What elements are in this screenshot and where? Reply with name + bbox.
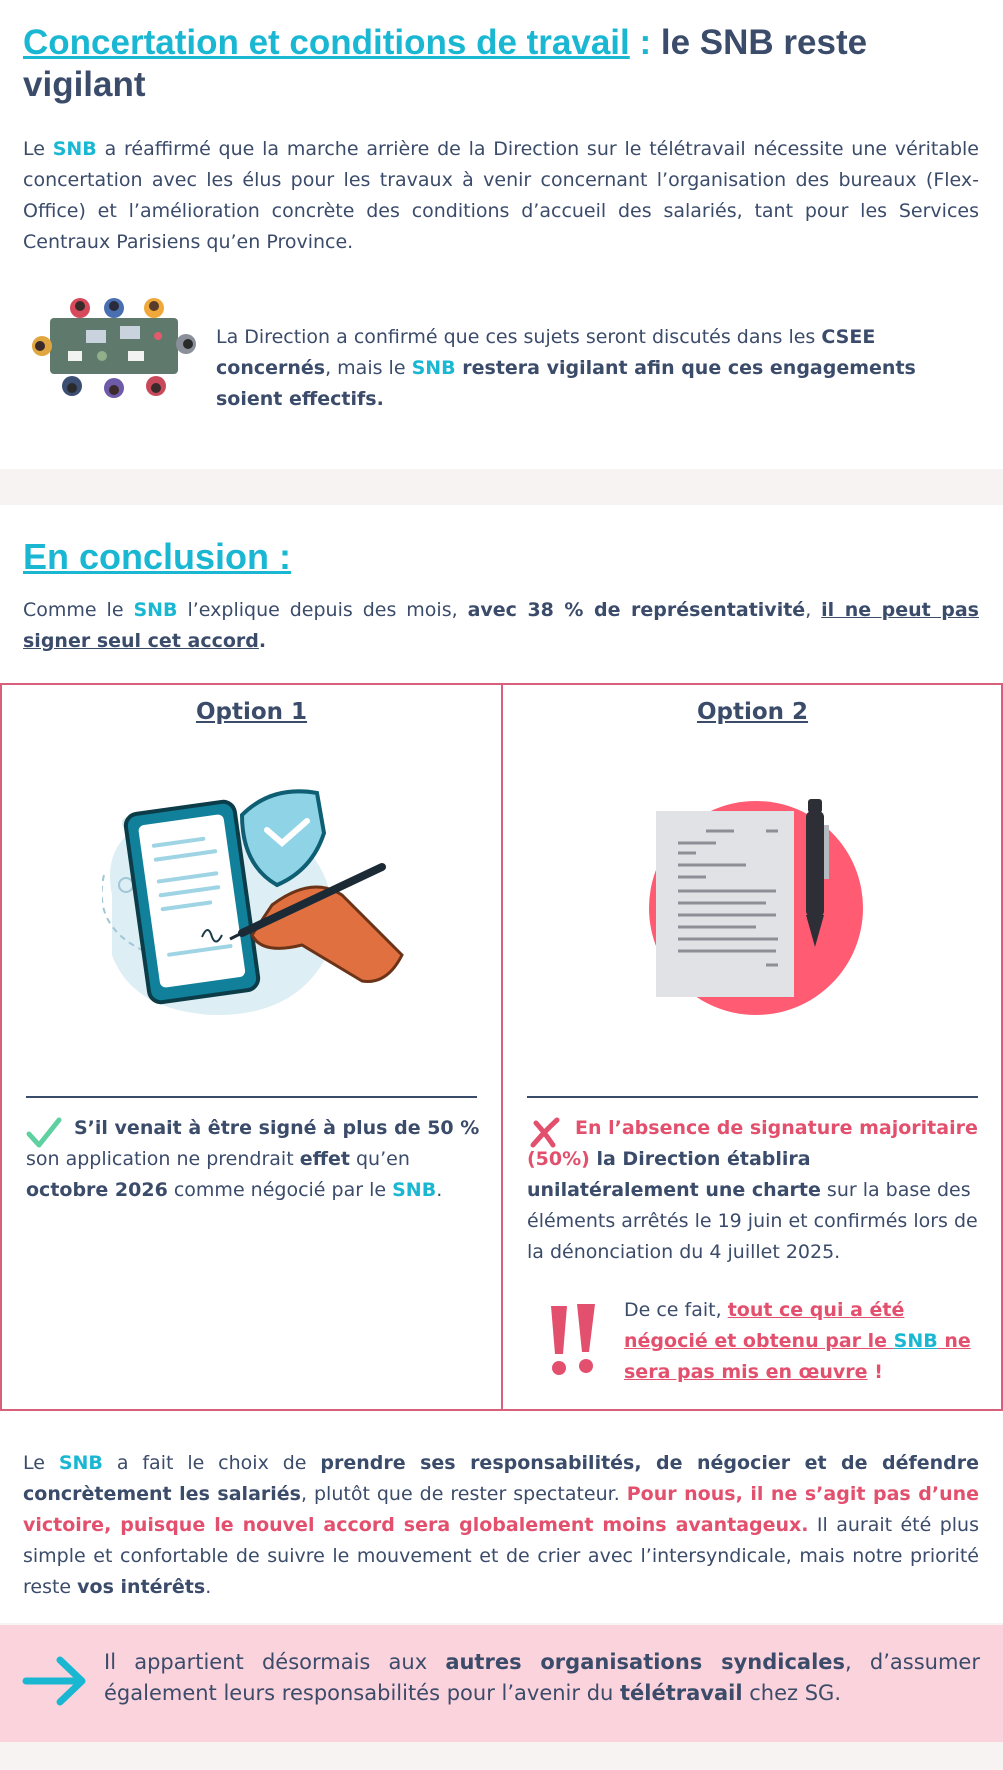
signature-phone-illustration (102, 785, 407, 1017)
text: , mais le (325, 357, 412, 379)
text: a réaffirmé que la marche arrière de la Direction sur le télétravail nécessite une véritable concertation avec les élus pour les travaux à venir concernant l’organisation des bureaux (Flex-Office) et l’amélioration concrète des conditions d’accueil des salariés, tant pour les Services Centraux Parisiens qu’en Province. (23, 138, 979, 253)
document-pen-illustration (646, 795, 866, 1017)
section-title-conclusion[interactable]: En conclusion : (23, 536, 292, 577)
text: Le (23, 138, 53, 160)
option-1-rule (26, 1096, 477, 1098)
option-2-text (527, 1113, 981, 1268)
bold-text: vos intérêts (77, 1576, 206, 1598)
callout-text (104, 1647, 980, 1709)
text: Le (23, 1452, 59, 1474)
text: chez SG. (742, 1681, 841, 1705)
text: Il appartient désormais aux (104, 1650, 446, 1674)
text: . (258, 630, 267, 652)
bold-text: autres organisations syndicales (445, 1650, 846, 1674)
title-separator: : (629, 23, 661, 62)
bold-text: octobre 2026 (26, 1179, 168, 1201)
option-2-warning (624, 1295, 979, 1388)
option-1-title: Option 1 (195, 699, 308, 725)
text: . (205, 1576, 212, 1598)
bold-text: effet (299, 1148, 350, 1170)
text: De ce fait, (624, 1299, 728, 1321)
title-link[interactable]: Concertation et conditions de travail (23, 23, 630, 62)
pink-underlined-text: ne sera pas mis en œuvre (624, 1330, 971, 1383)
section-conclusion (0, 505, 1003, 1623)
text: Il aurait été plus simple et confortable de suivre le mouvement et de crier avec l’intersyndicale, mais notre priorité reste (23, 1514, 979, 1598)
pink-bold-text: En l’absence de signature majoritaire (50%) (527, 1117, 978, 1170)
exclamation-icon (547, 1302, 599, 1378)
text: , plutôt que de rester spectateur. (300, 1483, 627, 1505)
option-2-column (503, 685, 1002, 1409)
bold-text: télétravail (620, 1681, 743, 1705)
bold-text: prendre ses responsabilités, de négocier et de défendre concrètement les salariés (23, 1452, 980, 1505)
text: Comme le (23, 599, 134, 621)
snb-label: SNB (392, 1179, 437, 1201)
text: . (436, 1179, 443, 1201)
snb-label: SNB (133, 599, 178, 621)
text: qu’en (349, 1148, 410, 1170)
text: , d’assumer également leurs responsabilités pour l’avenir du (104, 1650, 980, 1705)
bold-text: CSEE concernés (216, 326, 876, 379)
snb-label: SNB (411, 357, 456, 379)
text: sur la base des éléments arrêtés le 19 juin et confirmés lors de la dénonciation du 4 juillet 2025. (527, 1179, 978, 1263)
options-table (0, 683, 1003, 1411)
snb-label: SNB (893, 1330, 938, 1352)
bold-text: la Direction établira unilatéralement une charte (527, 1148, 821, 1201)
snb-label: SNB (58, 1452, 103, 1474)
text: La Direction a confirmé que ces sujets seront discutés dans les (216, 326, 822, 348)
arrow-right-icon (22, 1655, 88, 1707)
bold-text: S’il venait à être signé à plus de 50 % (74, 1117, 480, 1139)
title-rest: le SNB reste vigilant (23, 23, 868, 104)
text: , (805, 599, 822, 621)
option-1-column (2, 685, 501, 1409)
text: son application ne prendrait (26, 1148, 300, 1170)
bold-text: restera vigilant afin que ces engagements soient effectifs. (216, 357, 916, 410)
bold-text: avec 38 % de représentativité (467, 599, 806, 621)
callout-box (0, 1625, 1003, 1742)
paragraph-direction (216, 322, 978, 415)
option-2-rule (527, 1096, 978, 1098)
snb-label: SNB (52, 138, 97, 160)
option-1-text (26, 1113, 480, 1206)
pink-underlined-text: tout ce qui a été négocié et obtenu par le (624, 1299, 905, 1352)
pink-bold-text: ! (867, 1361, 883, 1383)
option-2-title: Option 2 (696, 699, 809, 725)
meeting-illustration (28, 296, 200, 399)
pink-bold-text: Pour nous, il ne s’agit pas d’une victoire, puisque le nouvel accord sera globalement moins avantageux. (23, 1483, 980, 1536)
section-title-concertation (23, 22, 983, 106)
text: a fait le choix de (102, 1452, 321, 1474)
section-concertation (0, 0, 1003, 469)
paragraph-representativite (23, 595, 979, 657)
paragraph-responsabilites (23, 1448, 979, 1603)
text: l’explique depuis des mois, (177, 599, 468, 621)
bold-underlined-text: il ne peut pas signer seul cet accord (23, 599, 979, 652)
text: comme négocié par le (167, 1179, 393, 1201)
paragraph-concertation (23, 134, 979, 258)
